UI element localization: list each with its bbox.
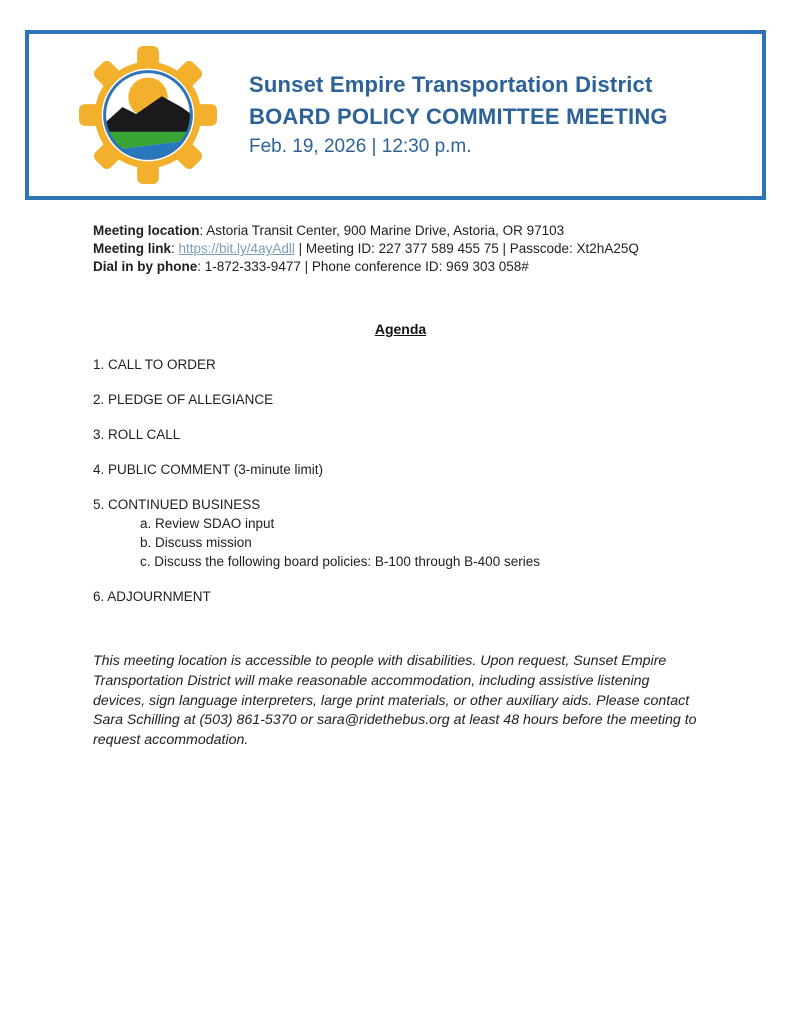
header-box — [25, 30, 766, 200]
meeting-link-line — [93, 240, 708, 258]
agenda-item-1: 1. CALL TO ORDER — [93, 357, 216, 372]
agenda-item-6: 6. ADJOURNMENT — [93, 589, 211, 604]
agenda-item-2: 2. PLEDGE OF ALLEGIANCE — [93, 392, 274, 407]
agenda-item-4: 4. PUBLIC COMMENT (3-minute limit) — [93, 462, 324, 477]
agenda-heading: Agenda — [374, 321, 427, 337]
meeting-link[interactable]: https://bit.ly/4ayAdll — [178, 241, 295, 256]
meeting-link-rest: | Meeting ID: 227 377 589 455 75 | Passcode: Xt2hA25Q — [294, 241, 639, 256]
meeting-info — [93, 222, 708, 276]
meeting-title: BOARD POLICY COMMITTEE MEETING — [249, 104, 668, 129]
header-text-block — [249, 72, 668, 158]
meeting-link-label: Meeting link — [93, 241, 172, 256]
meeting-location-line — [93, 222, 708, 240]
meeting-location-label: Meeting location — [93, 223, 200, 238]
agenda-subitem-b: b. Discuss mission — [140, 535, 252, 550]
agenda-subitem-a: a. Review SDAO input — [140, 516, 275, 531]
dial-in-line — [93, 258, 708, 276]
meeting-datetime: Feb. 19, 2026 | 12:30 p.m. — [249, 136, 472, 157]
meeting-link-sep: : — [171, 241, 179, 256]
document-body — [93, 222, 708, 751]
agenda-item-3: 3. ROLL CALL — [93, 427, 181, 442]
gear-sunset-icon — [79, 46, 217, 184]
agenda-item-5: 5. CONTINUED BUSINESS — [93, 497, 261, 512]
agenda-subitems — [140, 514, 708, 571]
agenda-subitem-c: c. Discuss the following board policies: B-100 through B-400 series — [140, 554, 540, 569]
accessibility-notice: This meeting location is accessible to people with disabilities. Upon request, Sunset Empire Transportation District will make reasonable accommodation, including assistive listening devices, sign language interpreters, large print materials, or other auxiliary aids. Please contact Sara Schilling at (503) 861-5370 or sara@ridethebus.org at least 48 hours before the meeting to request accommodation. — [93, 653, 697, 749]
agenda-list — [93, 355, 708, 606]
dial-in-label: Dial in by phone — [93, 259, 198, 274]
dial-in-value: : 1-872-333-9477 | Phone conference ID: 969 303 058# — [197, 259, 529, 274]
district-logo — [79, 46, 217, 184]
meeting-location-value: : Astoria Transit Center, 900 Marine Drive, Astoria, OR 97103 — [199, 223, 565, 238]
org-name: Sunset Empire Transportation District — [249, 72, 653, 97]
